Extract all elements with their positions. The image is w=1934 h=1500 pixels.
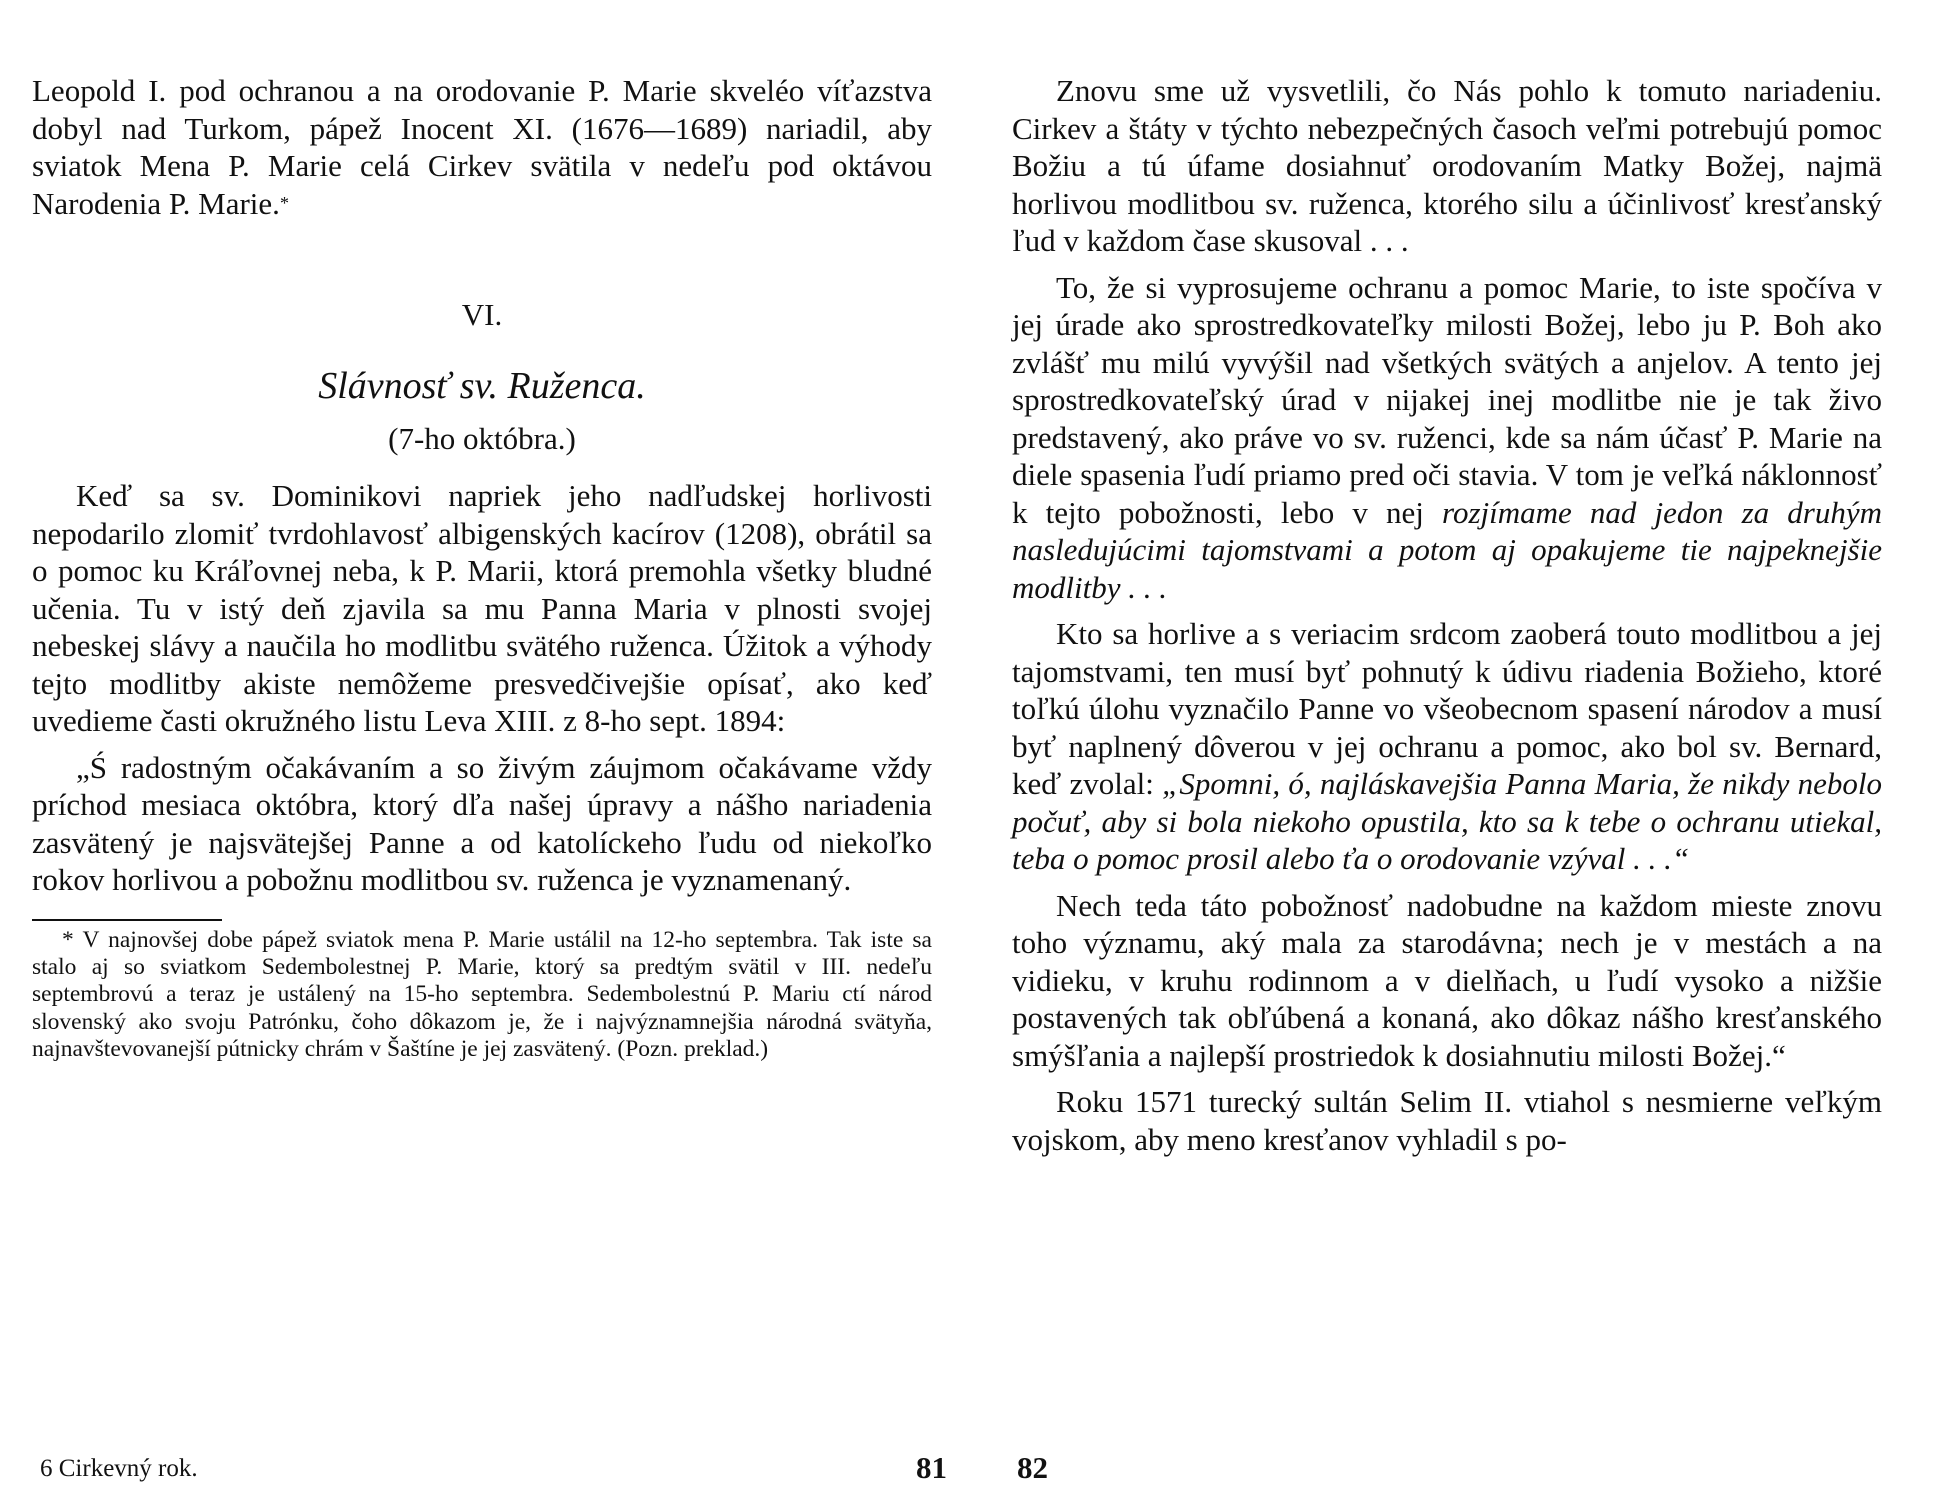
chapter-title: Slávnosť sv. Ruženca. <box>318 365 646 407</box>
right-paragraph-4: Nech teda táto pobožnosť nadobudne na každom mieste znovu toho významu, aký mala za starodávna; nech je v mestách a na vidieku, v kruhu rodinnom a v dielňach, u ľudí vysoko a nižšie postavených tak obľúbená a konaná, ako dôkaz nášho kresťanského smýšľania a najlepší prostriedok k dosiahnutiu milosti Božej.“ <box>1012 887 1882 1073</box>
right-page-body <box>1012 72 1882 1158</box>
footnote-divider <box>32 919 222 921</box>
left-paragraph-2: „Ś radostným očakávaním a so živým záujmom očakávame vždy príchod mesiaca októbra, ktorý dľa našej úpravy a nášho nariadenia zasvätený je najsvätejšej Panne a od katolíckeho ľudu od niekoľko rokov horlivou a pobožnu modlitbou sv. ruženca je vyznamenaný. <box>32 749 932 897</box>
chapter-number: VI. <box>461 297 503 332</box>
page-number-right: 82 <box>1017 1450 1048 1485</box>
right-paragraph-2 <box>1012 269 1882 607</box>
intro-paragraph-text: Leopold I. pod ochranou a na orodovanie P. Marie skveléo víťazstva dobyl nad Turkom, pápež Inocent XI. (1676—1689) nariadil, aby sviatok Mena P. Marie celá Cirkev svätila v nedeľu pod oktávou Narodenia P. Marie. <box>32 73 932 221</box>
right-paragraph-2-text: To, že si vyprosujeme ochranu a pomoc Marie, to iste spočíva v jej úrade ako sprostredkovateľky milosti Božej, lebo ju P. Boh ako zvlášť mu milú vyvýšil nad všetkých svätých a anjelov. A tento jej sprostredkovateľský úrad v nijakej inej modlitbe nie je tak živo predstavený, ako práve vo sv. ruženci, kde sa nám účasť P. Marie na diele spasenia ľudí priamo pred oči stavia. V tom je veľká náklonnosť k tejto pobožnosti, lebo v nej <box>1012 269 1882 530</box>
chapter-date: (7-ho októbra.) <box>388 421 576 456</box>
signature-mark: 6 Cirkevný rok. <box>40 1455 198 1482</box>
footnote-mark: * <box>279 192 289 213</box>
right-paragraph-3-italic: „Spomni, ó, najláskavejšia Panna Maria, že nikdy nebolo počuť, aby si bola niekoho opustila, kto sa k tebe o ochranu utiekal, teba o pomoc prosil alebo ťa o orodovanie vzýval . . .“ <box>1012 766 1882 876</box>
right-paragraph-1: Znovu sme už vysvetlili, čo Nás pohlo k tomuto nariadeniu. Cirkev a štáty v týchto nebezpečných časoch veľmi potrebujú pomoc Božiu a tú úfame dosiahnuť orodovaním Matky Božej, najmä horlivou modlitbou sv. ruženca, ktorého silu a účinlivosť kresťanský ľud v každom čase skusoval . . . <box>1012 73 1882 258</box>
intro-paragraph <box>32 72 932 222</box>
left-page-body <box>32 72 932 1064</box>
right-paragraph-3 <box>1012 615 1882 878</box>
right-page <box>967 0 1934 1500</box>
footnote <box>32 927 932 1064</box>
footnote-text: * V najnovšej dobe pápež sviatok mena P. Marie ustálil na 12-ho septembra. Tak iste sa stalo aj so sviatkom Sedembolestnej P. Marie, ktorý sa predtým svätil v III. nedeľu septembrovú a teraz je ustálený na 15-ho septembra. Sedembolestnú P. Mariu ctí národ slovenský ako svoju Patrónku, čoho dôkazom je, že i najvýznamnejšia národná svätyňa, najnavštevovanejší pútnicky chrám v Šaštíne je jej zasvätený. (Pozn. preklad.) <box>32 926 932 1063</box>
left-paragraph-1: Keď sa sv. Dominikovi napriek jeho nadľudskej horlivosti nepodarilo zlomiť tvrdohlavosť albigenských kacírov (1208), obrátil sa o pomoc ku Kráľovnej neba, k P. Marii, ktorá premohla všetky bludné učenia. Tu v istý deň zjavila sa mu Panna Maria v plnosti svojej nebeskej slávy a naučila ho modlitbu svätého ruženca. Úžitok a výhody tejto modlitby akiste nemôžeme presvedčivejšie opísať, ako keď uvedieme časti okružného listu Leva XIII. z 8-ho sept. 1894: <box>32 478 932 738</box>
page-number-left: 81 <box>916 1450 947 1485</box>
right-paragraph-2-italic: rozjímame nad jedon za druhým nasledujúcimi tajomstvami a potom aj opakujeme tie najpeknejšie modlitby . . . <box>1012 494 1883 605</box>
right-paragraph-3-text: Kto sa horlive a s veriacim srdcom zaoberá touto modlitbou a jej tajomstvami, ten musí byť pohnutý k údivu riadenia Božieho, ktoré toľkú úlohu vyznačilo Panne vo všeobecnom spasení národov a musí byť naplnený dôverou v jej ochranu a pomoc, ako bol sv. Bernard, keď zvolal: <box>1012 616 1882 801</box>
right-paragraph-5: Roku 1571 turecký sultán Selim II. vtiahol s nesmierne veľkým vojskom, aby meno kresťanov vyhladil s po- <box>1012 1084 1882 1157</box>
